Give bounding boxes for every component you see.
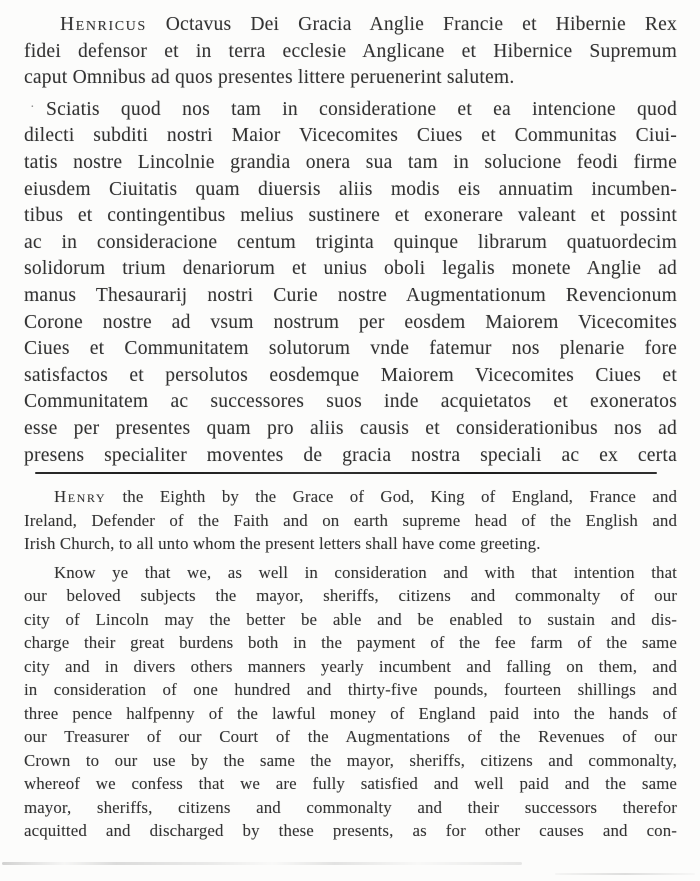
text-line: presens specialiter moventes de gracia nostra speciali ac ex certa: [24, 444, 677, 466]
leader-smallcaps: Henricus: [60, 14, 147, 35]
text-line: esse per presentes quam pro aliis causis et considerationibus nos ad: [24, 417, 677, 439]
text-line: Ireland, Defender of the Faith and on earth supreme head of the English and: [24, 510, 677, 530]
text-line: city and in divers others manners yearly incumbent and falling on them, and: [24, 656, 677, 676]
text-line: solidorum trium denariorum et unius oboli legalis monete Anglie ad: [24, 258, 677, 280]
text-line: city of Lincoln may the better be able and be enabled to sustain and dis-: [24, 609, 677, 629]
text-line: in consideration of one hundred and thirty-five pounds, fourteen shillings and: [24, 680, 677, 700]
paragraph: [24, 561, 677, 843]
text-line: ac in consideracione centum triginta quinque librarum quatuordecim: [24, 231, 677, 253]
leader-smallcaps: Henry: [54, 487, 107, 507]
text-line: charge their great burdens both in the payment of the fee farm of the same: [24, 633, 677, 653]
paragraph: [24, 12, 677, 92]
text-line: Crown to our use by the same the mayor, sheriffs, citizens and commonalty,: [24, 750, 677, 770]
text-line: Sciatis quod nos tam in consideratione et ea intencione quod: [46, 98, 677, 120]
text-line: Henricus Octavus Dei Gracia Anglie Francie et Hibernie Rex: [60, 14, 677, 35]
text-line: mayor, sheriffs, citizens and commonalty and their successors therefor: [24, 797, 677, 817]
text-line: tibus et contingentibus melius sustinere et exonerare valeant et possint: [24, 205, 677, 227]
text-line: satisfactos et persolutos eosdemque Maiorem Vicecomites Ciues et: [24, 364, 677, 386]
text-line: Know ye that we, as well in consideration and with that intention that: [54, 562, 677, 582]
scan-artifact-streak: [2, 862, 522, 865]
text-line: three pence halfpenny of the lawful money of England paid into the hands of: [24, 703, 677, 723]
text-line: dilecti subditi nostri Maior Vicecomites Ciues et Communitas Ciui-: [24, 125, 677, 147]
scan-artifact-streak: [555, 873, 695, 875]
text-line: Corone nostre ad vsum nostrum per eosdem Maiorem Vicecomites: [24, 311, 677, 333]
text-line: Irish Church, to all unto whom the present letters shall have come greeting.: [24, 534, 541, 554]
text-line: Ciues et Communitatem solutorum vnde fatemur nos plenarie fore: [24, 338, 677, 360]
text-line: manus Thesaurarij nostri Curie nostre Augmentationum Revencionum: [24, 284, 677, 306]
paragraph: [24, 97, 677, 469]
text-line: tatis nostre Lincolnie grandia onera sua tam in solucione feodi firme: [24, 151, 677, 173]
text-line: whereof we confess that we are fully satisfied and well paid and the same: [24, 774, 677, 794]
text-line: acquitted and discharged by these presents, as for other causes and con-: [24, 821, 677, 841]
text-line: our beloved subjects the mayor, sheriffs, citizens and commonalty of our: [24, 586, 677, 606]
text-line: Henry the Eighth by the Grace of God, King of England, France and: [54, 487, 677, 507]
text-line: eiusdem Ciuitatis quam diuersis aliis modis eis annuatim incumben-: [24, 178, 677, 200]
print-artifact-dot: ·: [30, 100, 35, 115]
english-translation-section: [24, 485, 677, 843]
text-line: Communitatem ac successores suos inde acquietatos et exoneratos: [24, 391, 677, 413]
page-content: [24, 0, 677, 843]
paragraph: [24, 485, 677, 556]
text-line: our Treasurer of our Court of the Augmentations of the Revenues of our: [24, 727, 677, 747]
text-line: caput Omnibus ad quos presentes littere peruenerint salutem.: [24, 67, 515, 89]
latin-text-section: [24, 0, 677, 469]
text-line: fidei defensor et in terra ecclesie Anglicane et Hibernice Supremum: [24, 40, 677, 62]
section-divider: [35, 472, 657, 474]
